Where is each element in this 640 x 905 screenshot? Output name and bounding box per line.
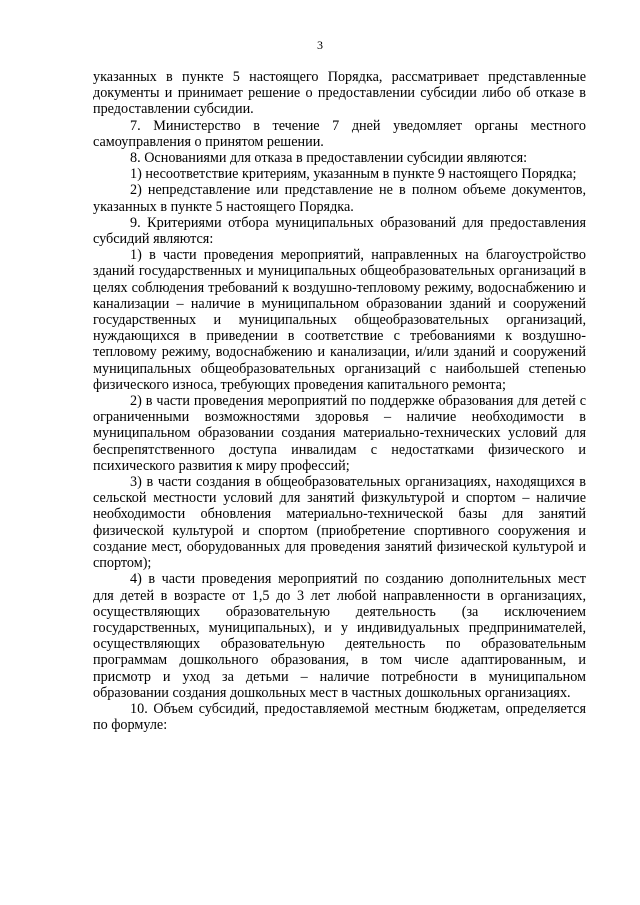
paragraph-item-10: 10. Объем субсидий, предоставляемой местным бюджетам, определяется по формуле: xyxy=(93,700,586,734)
paragraph-item-8: 8. Основаниями для отказа в предоставлении субсидии являются: xyxy=(130,150,528,167)
paragraph-item-9: 9. Критериями отбора муниципальных образований для предоставления субсидий являются: xyxy=(93,214,586,248)
paragraph-item-9-2: 2) в части проведения мероприятий по поддержке образования для детей с ограниченными возможностями здоровья – наличие необходимости в муниципальном образовании создания материально-технических условий для беспрепятственного доступа инвалидам с недостатками физического и психического развития к миру профессий; xyxy=(93,393,586,474)
paragraph-item-9-4: 4) в части проведения мероприятий по созданию дополнительных мест для детей в возрасте от 1,5 до 3 лет любой направленности в организациях, осуществляющих образовательную деятельность (за исключением государственных, муниципальных), и у индивидуальных предпринимателей, осуществляющих образовательную деятельность по образовательным программам дошкольного образования, в том числе адаптированным, и присмотр и уход за детьми – наличие потребности в муниципальном образовании создания дошкольных мест в частных дошкольных организациях. xyxy=(93,571,586,701)
paragraph-item-9-1: 1) в части проведения мероприятий, направленных на благоустройство зданий государственных и муниципальных общеобразовательных организаций в целях соблюдения требований к воздушно-тепловому режиму, водоснабжению и канализации – наличие в муниципальном образовании зданий и сооружений государственных и муниципальных общеобразовательных организаций, нуждающихся в приведении в соответствие с требованиями к воздушно-тепловому режиму, водоснабжению и канализации, и/или зданий и сооружений муниципальных общеобразовательных организаций с наибольшей степенью физического износа, требующих проведения капитального ремонта; xyxy=(93,247,586,393)
paragraph-continuation: указанных в пункте 5 настоящего Порядка, рассматривает представленные документы и принимает решение о предоставлении субсидии либо об отказе в предоставлении субсидии. xyxy=(93,69,586,118)
paragraph-item-8-2: 2) непредставление или представление не в полном объеме документов, указанных в пункте 5 настоящего Порядка. xyxy=(93,182,586,215)
document-body xyxy=(93,69,586,733)
paragraph-item-9-3: 3) в части создания в общеобразовательных организациях, находящихся в сельской местности условий для занятий физкультурой и спортом – наличие необходимости обновления материально-технической базы для занятий физической культурой и спортом (приобретение спортивного сооружения и создание мест, оборудованных для проведения занятий физической культурой и спортом); xyxy=(93,474,586,572)
paragraph-item-7: 7. Министерство в течение 7 дней уведомляет органы местного самоуправления о принятом решении. xyxy=(93,117,586,150)
paragraph-item-8-1: 1) несоответствие критериям, указанным в пункте 9 настоящего Порядка; xyxy=(130,166,577,183)
page-number: 3 xyxy=(317,38,323,52)
